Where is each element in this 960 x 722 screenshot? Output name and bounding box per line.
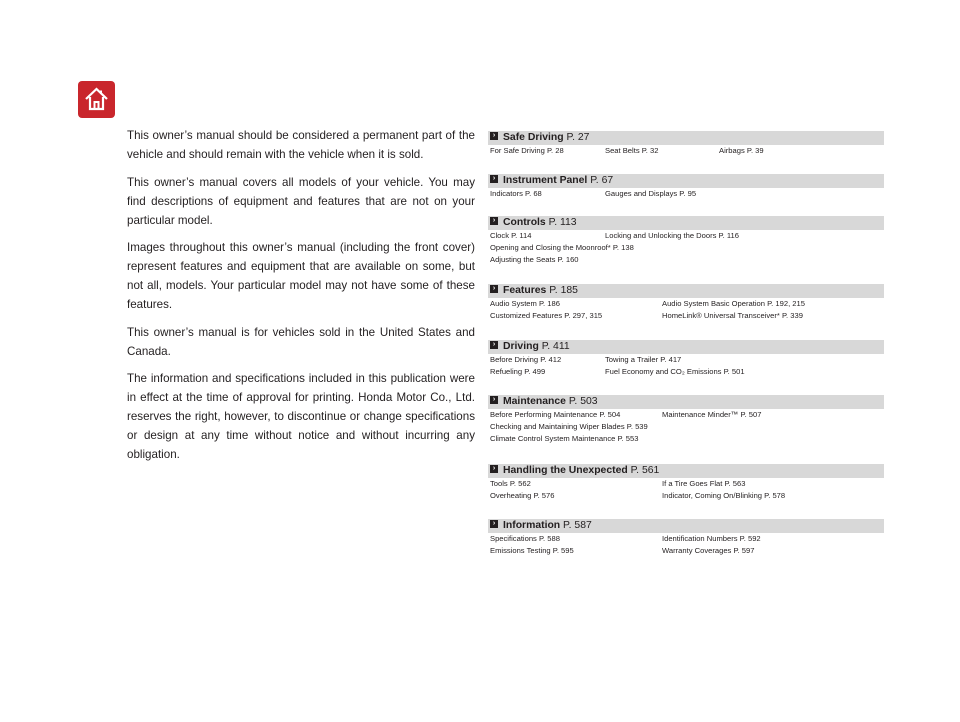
intro-paragraph: This owner’s manual is for vehicles sold in the United States and Canada.: [127, 325, 475, 358]
toc-row: [488, 490, 884, 502]
toc-link[interactable]: Audio System Basic Operation P. 192, 215: [662, 299, 805, 308]
toc-link[interactable]: Locking and Unlocking the Doors P. 116: [605, 231, 739, 240]
toc-section-safe-driving: [488, 131, 884, 157]
toc-link[interactable]: Adjusting the Seats P. 160: [490, 255, 579, 264]
arrow-icon: ›: [490, 132, 498, 140]
toc-heading-page: P. 503: [568, 396, 598, 407]
toc-row: [488, 298, 884, 310]
toc-row: [488, 421, 884, 433]
toc-heading-title: Handling the Unexpected: [503, 465, 628, 476]
toc-section-controls: [488, 216, 884, 266]
toc-row: [488, 254, 884, 266]
toc-link[interactable]: Towing a Trailer P. 417: [605, 355, 682, 364]
toc-link[interactable]: Before Driving P. 412: [490, 355, 562, 364]
toc-heading-page: P. 67: [590, 175, 614, 186]
intro-paragraph: This owner’s manual covers all models of your vehicle. You may find descriptions of equipment and features that are not on your particular model.: [127, 175, 475, 227]
toc-link[interactable]: Audio System P. 186: [490, 299, 560, 308]
toc-link[interactable]: Seat Belts P. 32: [605, 146, 659, 155]
toc-link[interactable]: Identification Numbers P. 592: [662, 534, 761, 543]
arrow-icon: ›: [490, 396, 498, 404]
toc-link[interactable]: Maintenance Minder™ P. 507: [662, 410, 762, 419]
toc-heading-page: P. 411: [541, 341, 570, 352]
toc-row: [488, 310, 884, 322]
arrow-icon: ›: [490, 285, 498, 293]
toc-link[interactable]: Clock P. 114: [490, 231, 532, 240]
toc-link[interactable]: Tools P. 562: [490, 479, 531, 488]
toc-link[interactable]: Customized Features P. 297, 315: [490, 311, 603, 320]
toc-section-features: [488, 284, 884, 322]
toc-heading-title: Instrument Panel: [503, 175, 588, 186]
toc-section-maintenance: [488, 395, 884, 445]
toc-row: [488, 545, 884, 557]
toc-link[interactable]: HomeLink® Universal Transceiver* P. 339: [662, 311, 803, 320]
toc-heading-page: P. 561: [630, 465, 660, 476]
toc-link[interactable]: Warranty Coverages P. 597: [662, 546, 755, 555]
toc-link[interactable]: Refueling P. 499: [490, 367, 546, 376]
toc-row: [488, 145, 884, 157]
toc-row: [488, 478, 884, 490]
toc-link[interactable]: Emissions Testing P. 595: [490, 546, 574, 555]
toc-section-driving: [488, 340, 884, 378]
toc-heading-handling-the-unexpected[interactable]: [488, 464, 884, 478]
toc-row: [488, 433, 884, 445]
toc-heading-page: P. 185: [549, 285, 578, 296]
toc-link[interactable]: Indicator, Coming On/Blinking P. 578: [662, 491, 786, 500]
toc-link[interactable]: Airbags P. 39: [719, 146, 764, 155]
intro-paragraph: Images throughout this owner’s manual (including the front cover) represent features and equipment that are available on some, but not all, models. Your particular model may not have some of these features.: [127, 241, 475, 311]
toc-section-handling-the-unexpected: [488, 464, 884, 502]
toc-link[interactable]: Indicators P. 68: [490, 189, 542, 198]
toc-link[interactable]: For Safe Driving P. 28: [490, 146, 564, 155]
toc-row: [488, 533, 884, 545]
toc-heading-driving[interactable]: [488, 340, 884, 354]
arrow-icon: ›: [490, 465, 498, 473]
toc-link[interactable]: Before Performing Maintenance P. 504: [490, 410, 621, 419]
toc-link[interactable]: Checking and Maintaining Wiper Blades P. 539: [490, 422, 648, 431]
toc-heading-controls[interactable]: [488, 216, 884, 230]
toc-heading-page: P. 27: [566, 132, 590, 143]
toc-link[interactable]: Climate Control System Maintenance P. 553: [490, 434, 639, 443]
arrow-icon: ›: [490, 520, 498, 528]
arrow-icon: ›: [490, 217, 498, 225]
toc-section-instrument-panel: [488, 174, 884, 200]
toc-heading-safe-driving[interactable]: [488, 131, 884, 145]
arrow-icon: ›: [490, 175, 498, 183]
toc-heading-title: Maintenance: [503, 396, 566, 407]
toc-heading-page: P. 587: [563, 520, 592, 531]
toc-link[interactable]: Overheating P. 576: [490, 491, 555, 500]
toc-heading-title: Safe Driving: [503, 132, 564, 143]
toc-heading-title: Features: [503, 285, 547, 296]
home-button[interactable]: [78, 81, 115, 118]
toc-heading-features[interactable]: [488, 284, 884, 298]
toc-section-information: [488, 519, 884, 557]
toc-row: [488, 188, 884, 200]
intro-paragraph: This owner’s manual should be considered a permanent part of the vehicle and should remain with the vehicle when it is sold.: [127, 129, 475, 161]
toc-link[interactable]: Gauges and Displays P. 95: [605, 189, 697, 198]
intro-text: [127, 126, 475, 473]
toc-heading-instrument-panel[interactable]: [488, 174, 884, 188]
toc-row: [488, 354, 884, 366]
toc-heading-title: Information: [503, 520, 561, 531]
toc-row: [488, 409, 884, 421]
toc-heading-information[interactable]: [488, 519, 884, 533]
intro-paragraph: The information and specifications included in this publication were in effect at the time of approval for printing. Honda Motor Co., Ltd. reserves the right, however, to discontinue or change specifications or design at any time without notice and without incurring any obligation.: [127, 372, 475, 461]
toc-heading-maintenance[interactable]: [488, 395, 884, 409]
toc-link[interactable]: Fuel Economy and CO₂ Emissions P. 501: [605, 367, 745, 376]
toc-row: [488, 242, 884, 254]
toc-row: [488, 366, 884, 378]
toc-link[interactable]: Specifications P. 588: [490, 534, 560, 543]
toc-heading-page: P. 113: [548, 217, 577, 228]
arrow-icon: ›: [490, 341, 498, 349]
toc-link[interactable]: If a Tire Goes Flat P. 563: [662, 479, 746, 488]
toc-heading-title: Driving: [503, 341, 539, 352]
toc-heading-title: Controls: [503, 217, 546, 228]
toc-link[interactable]: Opening and Closing the Moonroof* P. 138: [490, 243, 634, 252]
home-icon: [83, 86, 110, 113]
toc-row: [488, 230, 884, 242]
